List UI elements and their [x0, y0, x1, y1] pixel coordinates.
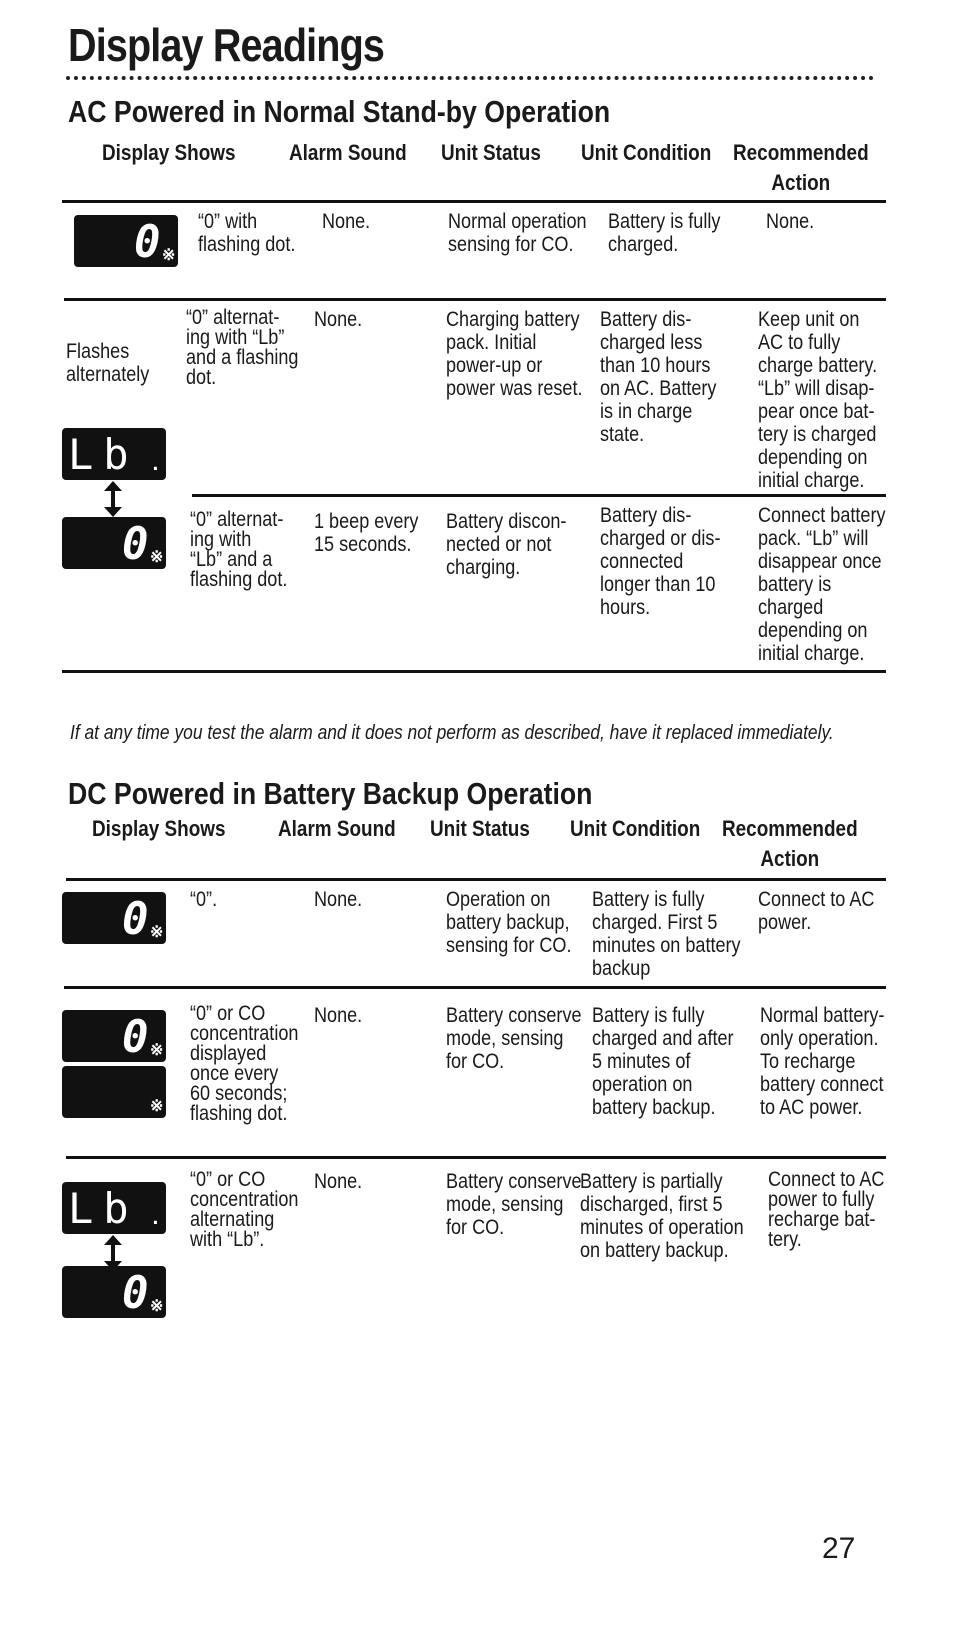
- ac-row1-condition: Battery is fully charged.: [608, 210, 721, 256]
- alternate-arrow-icon: [111, 1244, 115, 1262]
- ac-row2-alarm: None.: [314, 308, 363, 331]
- dc-row-rule: [66, 1156, 886, 1159]
- dc-row1-display: “0”.: [190, 888, 218, 911]
- ac-row3-action: Connect battery pack. “Lb” will disappear once battery is charged depending on initial charge.: [758, 504, 886, 665]
- dc-row2-alarm: None.: [314, 1004, 363, 1027]
- lcd-lb-text: Lb: [68, 430, 139, 479]
- flashes-alternately-label: Flashes alternately: [66, 340, 150, 386]
- flashing-dot-icon: ※: [150, 1096, 164, 1115]
- dc-row3-status: Battery conserve mode, sensing for CO.: [446, 1170, 582, 1239]
- dc-row-rule: [64, 986, 886, 989]
- ac-row1-status: Normal operation sensing for CO.: [448, 210, 587, 256]
- page-title: Display Readings: [68, 19, 385, 71]
- dc-row3-display: “0” or CO concentration alternating with “Lb”.: [190, 1168, 299, 1251]
- title-divider: [66, 76, 874, 80]
- dc-col-condition: Unit Condition: [570, 816, 701, 841]
- lcd-display-zero: [62, 1010, 166, 1062]
- ac-row1-action: None.: [766, 210, 815, 233]
- page-number: 27: [822, 1532, 856, 1565]
- dc-row3-condition: Battery is partially discharged, first 5 minutes of operation on battery backup.: [580, 1170, 744, 1262]
- ac-row2-display: “0” alternat- ing with “Lb” and a flashing dot.: [186, 306, 299, 389]
- lcd-digit: 0: [122, 519, 149, 570]
- ac-row3-status: Battery discon- nected or not charging.: [446, 510, 567, 579]
- flashing-dot-icon: ※: [150, 1296, 164, 1315]
- dc-row1-alarm: None.: [314, 888, 363, 911]
- ac-row1-display: “0” with flashing dot.: [198, 210, 296, 256]
- flashing-dot-icon: ※: [150, 922, 164, 941]
- ac-row3-display: “0” alternat- ing with “Lb” and a flashing dot.: [190, 508, 288, 591]
- dc-row2-status: Battery conserve mode, sensing for CO.: [446, 1004, 582, 1073]
- dc-row1-condition: Battery is fully charged. First 5 minutes on battery backup: [592, 888, 741, 980]
- flashing-dot-icon: ※: [162, 245, 176, 264]
- lcd-display-zero: [74, 215, 178, 267]
- ac-row3-alarm: 1 beep every 15 seconds.: [314, 510, 419, 556]
- lcd-digit: 0: [134, 217, 161, 268]
- ac-row-rule: [192, 494, 886, 497]
- dc-row3-alarm: None.: [314, 1170, 363, 1193]
- lcd-display-lb: [62, 428, 166, 480]
- warning-note: If at any time you test the alarm and it does not perform as described, have it replaced immediately.: [70, 722, 834, 744]
- ac-row2-status: Charging battery pack. Initial power-up or power was reset.: [446, 308, 583, 400]
- dc-row2-action: Normal battery- only operation. To recharge battery connect to AC power.: [760, 1004, 885, 1119]
- ac-row-rule: [64, 298, 886, 301]
- dc-col-alarm: Alarm Sound: [278, 816, 396, 841]
- flashing-dot-icon: ※: [150, 547, 164, 566]
- ac-row2-action: Keep unit on AC to fully charge battery. “Lb” will disap- pear once bat- tery is charged depending on initial charge.: [758, 308, 878, 492]
- dc-header-rule: [66, 878, 886, 881]
- dc-row3-action: Connect to AC power to fully recharge bat- tery.: [768, 1168, 885, 1251]
- dc-section-heading: DC Powered in Battery Backup Operation: [68, 776, 593, 811]
- lcd-display-zero: [62, 1266, 166, 1318]
- ac-col-alarm: Alarm Sound: [289, 140, 407, 165]
- ac-row3-condition: Battery dis- charged or dis- connected longer than 10 hours.: [600, 504, 721, 619]
- ac-row1-alarm: None.: [322, 210, 371, 233]
- lcd-lb-text: Lb: [68, 1184, 139, 1233]
- dc-col-action: Recommended Action: [722, 816, 858, 871]
- lcd-dot: .: [150, 454, 161, 475]
- ac-col-display: Display Shows: [102, 140, 236, 165]
- ac-row2-condition: Battery dis- charged less than 10 hours on AC. Battery is in charge state.: [600, 308, 717, 446]
- lcd-digit: 0: [122, 1268, 149, 1319]
- dc-row2-display: “0” or CO concentration displayed once every 60 seconds; flashing dot.: [190, 1002, 299, 1125]
- alternate-arrow-icon: [111, 490, 115, 508]
- ac-header-rule: [62, 200, 886, 203]
- lcd-display-zero: [62, 517, 166, 569]
- ac-section-heading: AC Powered in Normal Stand-by Operation: [68, 94, 611, 129]
- lcd-display-blank: [62, 1066, 166, 1118]
- ac-col-status: Unit Status: [441, 140, 541, 165]
- lcd-digit: 0: [122, 894, 149, 945]
- lcd-dot: .: [150, 1208, 161, 1229]
- ac-bottom-rule: [62, 670, 886, 673]
- dc-row1-status: Operation on battery backup, sensing for CO.: [446, 888, 572, 957]
- flashing-dot-icon: ※: [150, 1040, 164, 1059]
- dc-row2-condition: Battery is fully charged and after 5 minutes of operation on battery backup.: [592, 1004, 734, 1119]
- dc-row1-action: Connect to AC power.: [758, 888, 875, 934]
- lcd-display-zero: [62, 892, 166, 944]
- lcd-display-lb: [62, 1182, 166, 1234]
- ac-col-action: Recommended Action: [733, 140, 869, 195]
- ac-col-condition: Unit Condition: [581, 140, 712, 165]
- lcd-digit: 0: [122, 1012, 149, 1063]
- dc-col-display: Display Shows: [92, 816, 226, 841]
- dc-col-status: Unit Status: [430, 816, 530, 841]
